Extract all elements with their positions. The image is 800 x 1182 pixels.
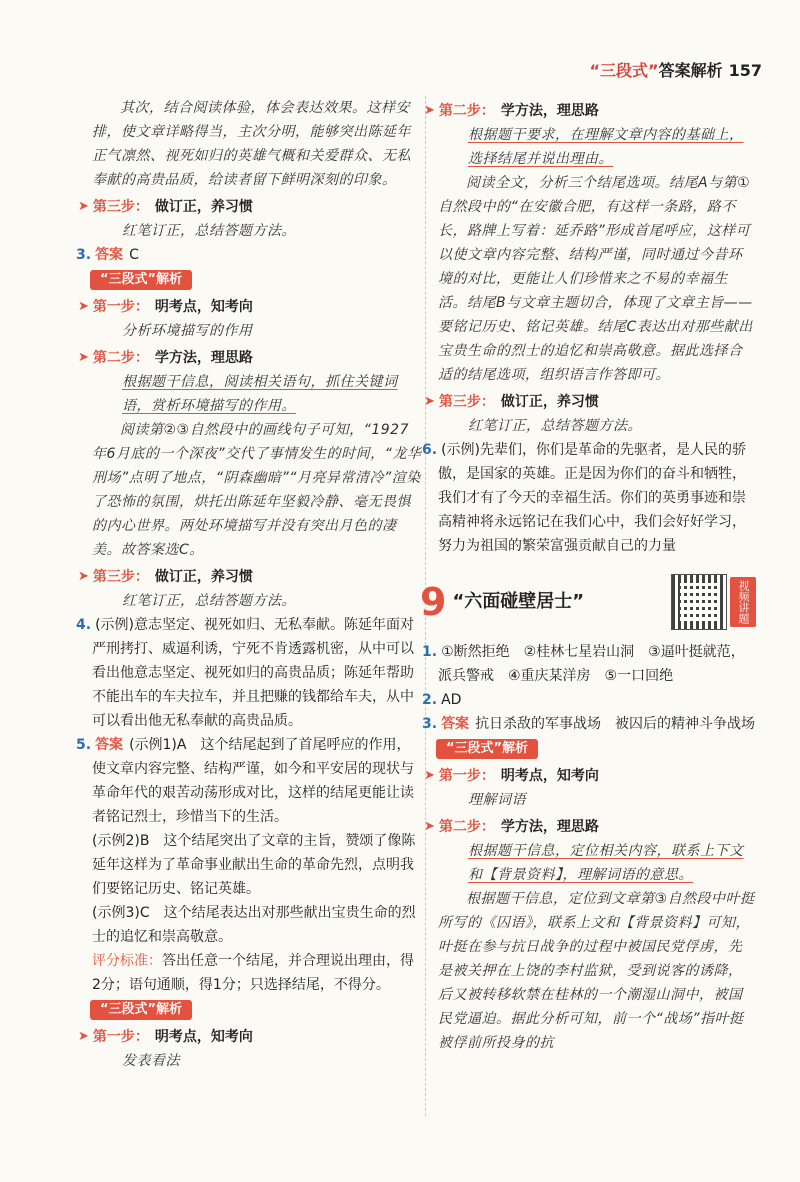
right-column (420, 96, 756, 1055)
step1-note: 分析环境描写的作用 (122, 323, 253, 339)
three-step-tag-3: “三段式”解析 (436, 739, 538, 759)
question-6: 6. (示例)先辈们，你们是革命的先驱者，是人民的骄傲，是国家的英雄。正是因为你们的奋斗和牺牲，我们才有了今天的幸福生活。你们的英勇事迹和崇高精神将永远铭记在我们心中，我们会好好学习，努力为祖国的繁荣富强贡献自己的力量 (422, 442, 746, 554)
step3-note-r: 红笔订正，总结答题方法。 (468, 418, 642, 434)
qr-code[interactable] (671, 574, 756, 630)
question-3: 3. 答案 C (76, 247, 139, 263)
page-header (590, 58, 762, 81)
step2-heading: ➤ 第二步： 学方法，理思路 (92, 346, 422, 370)
header-brand: “三段式” (589, 61, 659, 80)
analysis-paragraph-r2: 根据题干信息，定位到文章第③自然段中叶挺所写的《囚语》，联系上文和【背景资料】可知，叶挺在参与抗日战争的过程中被国民党俘虏，先是被关押在上饶的李村监狱，受到说客的诱降，后又被转移软禁在桂林的一个潮湿山洞中，被国民党逼迫。据此分析可知，前一个“战场”指叶挺被俘前所投身的抗 (438, 891, 755, 1051)
question-4: 4. (示例)意志坚定、视死如归、无私奉献。陈延年面对严刑拷打、威逼利诱，宁死不肯透露机密，从中可以看出他意志坚定、视死如归的高贵品质；陈延年帮助不能出车的车夫拉车，并且把赚的钱都给车夫，从中可以看出他无私奉献的高贵品质。 (76, 617, 414, 729)
step2-heading-r2: ➤ 第二步： 学方法，理思路 (438, 815, 756, 839)
lesson-q2: 2. AD (422, 692, 462, 708)
lesson-q1: 1. ①断然拒绝 ②桂林七星岩山洞 ③逼叶挺就范，派兵警戒 ④重庆某洋房 ⑤一口回绝 (422, 644, 745, 684)
intro-paragraph: 其次，结合阅读体验，体会表达效果。这样安排，使文章详略得当，主次分明，能够突出陈延年正气凛然、视死如归的英雄气概和关爱群众、无私奉献的高贵品质，给读者留下鲜明深刻的印象。 (92, 100, 411, 188)
analysis-paragraph: 阅读第②③自然段中的画线句子可知，“1927年6月底的一个深夜”交代了事情发生的时间，“龙华刑场”点明了地点，“阴森幽暗”“月亮异常清冷”渲染了恐怖的氛围，烘托出陈延年坚毅冷静、毫无畏惧的内心世界。两处环境描写并没有突出月色的凄美。故答案选C。 (92, 422, 422, 558)
header-title: 答案解析 (658, 61, 723, 80)
question-5: 5. 答案 (示例1)A 这个结尾起到了首尾呼应的作用，使文章内容完整、结构严谨，如今和平安居的现状与革命年代的艰苦动荡形成对比，这样的结尾更能让读者铭记烈士，珍惜当下的生活。 (76, 737, 414, 825)
three-step-tag-2: “三段式”解析 (90, 1000, 192, 1020)
scoring-criteria: 评分标准：答出任意一个结尾，并合理说出理由，得2分；语句通顺，得1分；只选择结尾，不得分。 (92, 953, 414, 993)
step3-heading-r: ➤ 第三步： 做订正，养习惯 (438, 390, 756, 414)
q5-example-3: (示例3)C 这个结尾表达出对那些献出宝贵生命的烈士的追忆和崇高敬意。 (92, 905, 416, 945)
step3-note: 红笔订正，总结答题方法。 (122, 223, 296, 239)
step1-heading-r: ➤ 第一步： 明考点，知考向 (438, 764, 756, 788)
step1-heading-b: ➤ 第一步： 明考点，知考向 (92, 1025, 422, 1049)
step3-heading: ➤ 第三步： 做订正，养习惯 (92, 195, 422, 219)
arrow-icon: ➤ (78, 299, 89, 314)
arrow-icon: ➤ (78, 350, 89, 365)
analysis-paragraph-r: 阅读全文，分析三个结尾选项。结尾A与第①自然段中的“在安徽合肥，有这样一条路，路不长，路牌上写着：延乔路”形成首尾呼应，这样可以使文章内容完整、结构严谨，同时通过今昔环境的对比，更能让人们珍惜来之不易的幸福生活。结尾B与文章主题切合，体现了文章主旨——要铭记历史、铭记英雄。结尾C表达出对那些献出宝贵生命的烈士的追忆和崇高敬意。据此选择合适的结尾选项，组织语言作答即可。 (438, 175, 753, 383)
arrow-icon: ➤ (424, 394, 435, 409)
step2-note-r2: 根据题干信息，定位相关内容，联系上下文和【背景资料】，理解词语的意思。 (468, 843, 744, 883)
video-lesson-label: 视频讲题 (730, 577, 756, 627)
arrow-icon: ➤ (424, 103, 435, 118)
step1-note-b: 发表看法 (122, 1053, 180, 1069)
lesson-number: 9 (420, 580, 447, 624)
arrow-icon: ➤ (424, 768, 435, 783)
left-column (76, 96, 422, 1073)
qr-code-icon (671, 574, 727, 630)
lesson-heading (420, 574, 756, 630)
page-number: 157 (728, 61, 762, 80)
lesson-q3: 3. 答案 抗日杀敌的军事战场 被囚后的精神斗争战场 (422, 716, 756, 732)
step1-heading: ➤ 第一步： 明考点，知考向 (92, 295, 422, 319)
step2-heading-r: ➤ 第二步： 学方法，理思路 (438, 99, 756, 123)
step1-note-r: 理解词语 (468, 792, 526, 808)
step2-note: 根据题干信息，阅读相关语句，抓住关键词语，赏析环境描写的作用。 (122, 374, 398, 414)
arrow-icon: ➤ (78, 569, 89, 584)
step3-note-b: 红笔订正，总结答题方法。 (122, 593, 296, 609)
q5-example-2: (示例2)B 这个结尾突出了文章的主旨，赞颂了像陈延年这样为了革命事业献出生命的革命先烈，点明我们要铭记历史、铭记英雄。 (92, 833, 416, 897)
arrow-icon: ➤ (78, 1029, 89, 1044)
step3-heading-b: ➤ 第三步： 做订正，养习惯 (92, 565, 422, 589)
arrow-icon: ➤ (78, 199, 89, 214)
arrow-icon: ➤ (424, 819, 435, 834)
lesson-title: “六面碰壁居士” (452, 591, 585, 612)
three-step-tag: “三段式”解析 (90, 270, 192, 290)
step2-note-r: 根据题干要求，在理解文章内容的基础上，选择结尾并说出理由。 (468, 127, 744, 167)
